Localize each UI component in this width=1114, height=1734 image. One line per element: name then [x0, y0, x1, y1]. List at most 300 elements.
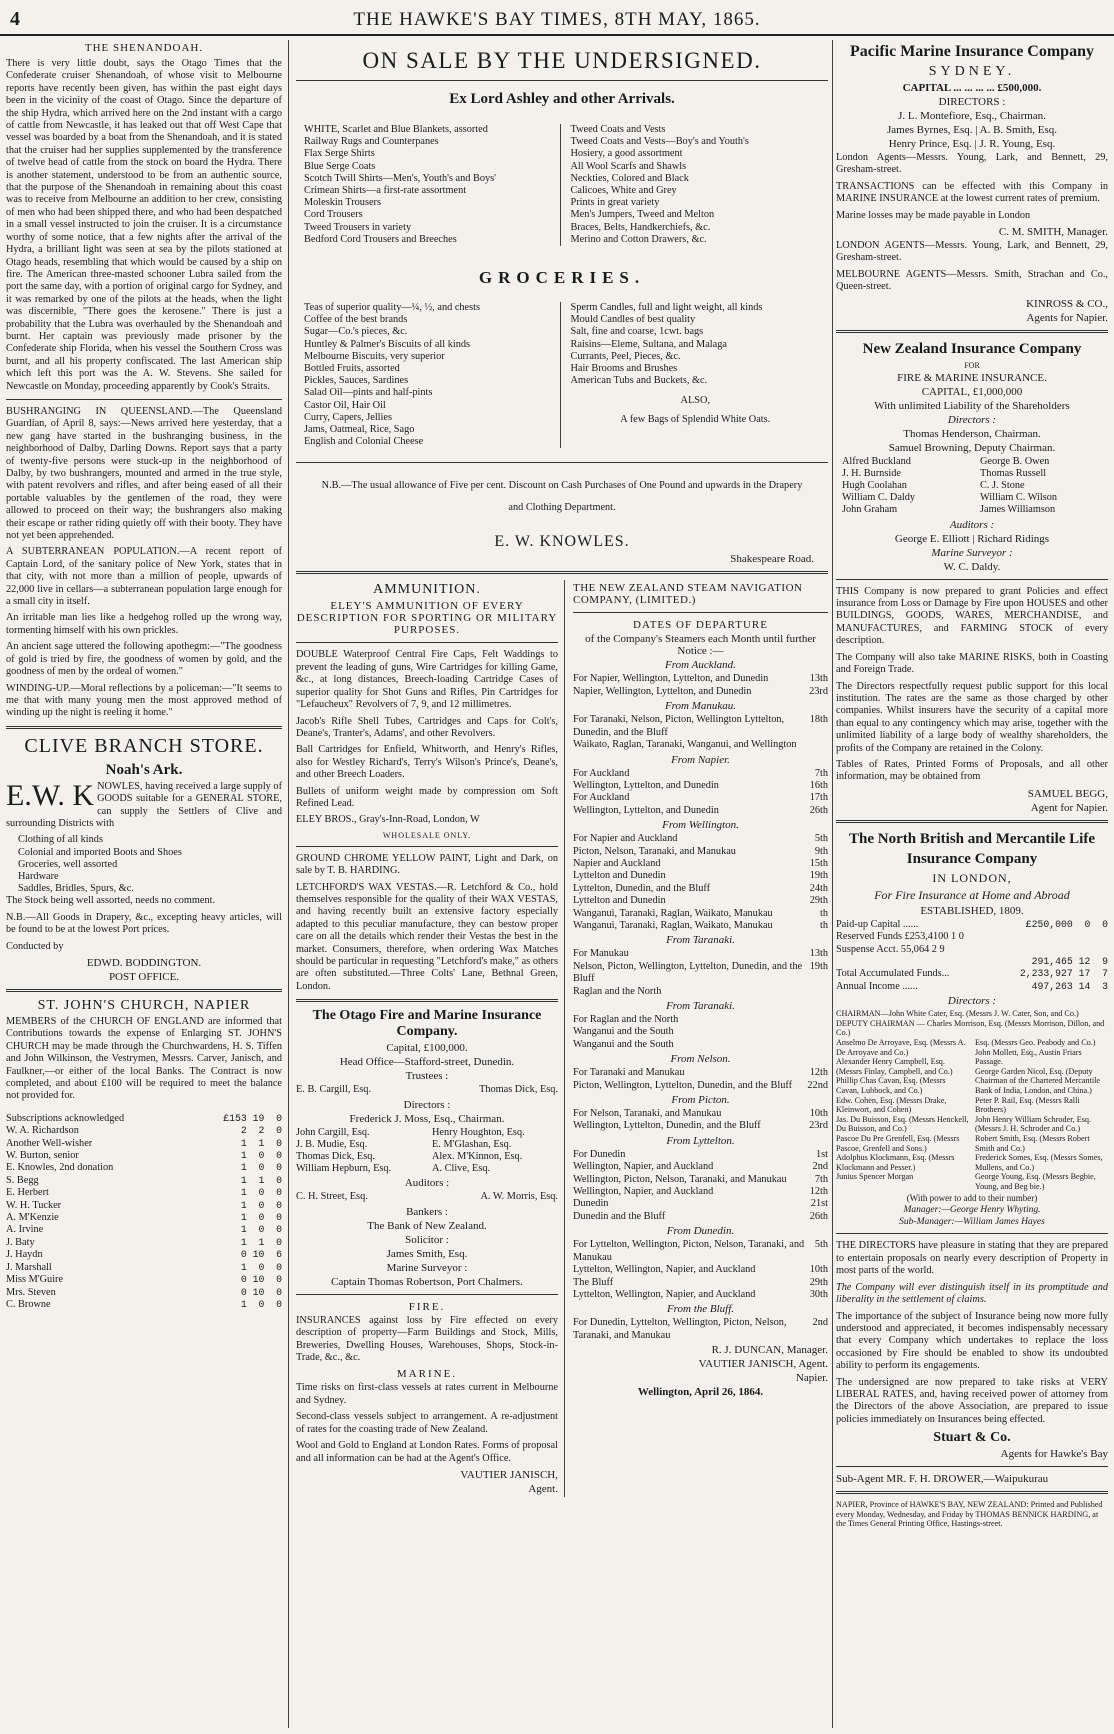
center-lower: [296, 580, 828, 1496]
nz-deputy: Samuel Browning, Deputy Chairman.: [888, 441, 1056, 454]
list-item: Reserved Funds £253,4100 1 0: [836, 931, 964, 943]
marine-p1: Time risks on first-class vessels at rates current in Melbourne and Sydney.: [296, 1382, 558, 1406]
ammunition-p1: DOUBLE Waterproof Central Fire Caps, Felt Waddings to prevent the leading of guns, Wire Cartridges for killing Game, &c., at long distances, Breech-loading Cartridge Cases of superior quality for Shot Guns and Rifles, Pin Cartridges for "Lefaucheux" Revolvers of 7, 9, and 12 millimetres.: [296, 649, 558, 711]
route-origin: From Dunedin.: [666, 1225, 735, 1238]
pacific-kinross: KINROSS & CO.,: [1026, 297, 1108, 310]
route-day: 7th: [814, 1173, 828, 1185]
list-item: Calicoes, White and Grey: [570, 185, 677, 197]
list-item: Castor Oil, Hair Oil: [304, 399, 386, 411]
auditors-row: C. H. Street, Esq. A. W. Morris, Esq.: [296, 1191, 558, 1203]
route-destination: For Dunedin, Lyttelton, Wellington, Picton, Nelson, Taranaki, and Manukau: [573, 1317, 787, 1341]
list-item: All Wool Scarfs and Shawls: [570, 160, 687, 172]
route-line: [573, 805, 828, 817]
route-line: [573, 768, 828, 780]
article-sage: An ancient sage uttered the following apothegm:—"The goodness of gold is tried by fire, the goodness of women by gold, and the goodness of men by the ordeal of women.": [6, 641, 282, 678]
nz-surveyor-label: Marine Surveyor :: [931, 546, 1013, 559]
route-destination: For Napier, Wellington, Lyttelton, and Dunedin: [573, 673, 769, 685]
list-item: S. Begg 1 1 0: [6, 1174, 282, 1186]
article-subterranean: A SUBTERRANEAN POPULATION.—A recent report of Captain Lord, of the sanitary police of New York, states that in that city, with not more than a million of people, upwards of 22,000 live in cellars—a subterranean population large enough for a small city in itself.: [6, 546, 282, 608]
list-item: English and Colonial Cheese: [304, 436, 424, 448]
groceries-left: [304, 302, 561, 448]
route-day: 12th: [809, 1186, 828, 1198]
ex-lord-ashley: Ex Lord Ashley and other Arrivals.: [449, 91, 675, 107]
route-destination: Dunedin and the Bluff: [573, 1210, 666, 1222]
route-line: [573, 1277, 828, 1289]
route-line: [573, 948, 828, 960]
list-item: Pascoe Du Pre Grenfell, Esq. (Messrs Pascoe, Grenfell and Sons.): [836, 1133, 960, 1153]
list-item: W. H. Tucker 1 0 0: [6, 1199, 282, 1211]
on-sale-title: ON SALE BY THE UNDERSIGNED.: [362, 48, 762, 73]
divider: [573, 612, 828, 613]
list-item: C. Browne 1 0 0: [6, 1298, 282, 1310]
sub-agent: Sub-Agent MR. F. H. DROWER,—Waipukurau: [836, 1473, 1049, 1486]
divider: [836, 1491, 1108, 1494]
ammunition-p2: Jacob's Rifle Shell Tubes, Cartridges and Caps for Colt's, Deane's, Tranter's, Adams', and other Revolvers.: [296, 715, 558, 739]
route-line: [573, 1198, 828, 1210]
nb-chairman: CHAIRMAN—John White Cater, Esq. (Messrs J. W. Cater, Son, and Co.): [836, 1009, 1079, 1019]
route-destination: For Manukau: [573, 948, 629, 960]
route-line: [573, 870, 828, 882]
post-office: POST OFFICE.: [108, 970, 180, 983]
clive-store-conducted: Conducted by: [6, 940, 64, 952]
route-line: [573, 792, 828, 804]
nz-directors-label: Directors :: [947, 413, 997, 426]
divider: [6, 989, 282, 992]
route-origin: From Taranaki.: [666, 1000, 735, 1012]
surveyor: Captain Thomas Robertson, Port Chalmers.: [331, 1275, 523, 1288]
list-item: Suspense Acct. 55,064 2 9: [836, 943, 945, 955]
nzsn-place: Napier.: [795, 1372, 828, 1385]
route-destination: Wellington, Picton, Nelson, Taranaki, and Manukau: [573, 1173, 787, 1185]
route-day: 7th: [814, 767, 828, 779]
list-item: A. Irvine 1 0 0: [6, 1224, 282, 1236]
nb-p4: The undersigned are now prepared to take risks at VERY LIBERAL RATES, and, having received power of attorney from the Directors of the above Association, are prepared to issue policies immediately on Insurances being effected.: [836, 1376, 1108, 1425]
clive-store-nb: N.B.—All Goods in Drapery, &c., excepting heavy articles, will be found to be at the lowest Port prices.: [6, 911, 282, 936]
stuart-role: Agents for Hawke's Bay: [1000, 1448, 1108, 1461]
list-item: E. Herbert 1 0 0: [6, 1187, 282, 1199]
pacific-agents-london: LONDON AGENTS—Messrs. Young, Lark, and Bennett, 29, Gresham-street.: [836, 240, 1108, 264]
stjohn-body: MEMBERS of the CHURCH OF ENGLAND are informed that Contributions towards the expense of Enlarging ST. JOHN'S CHURCH may be made through the Churchwardens, H. S. Tiffen and John Wilkinson, the Vestrymen, Messrs. Carver, Janisch, and Faulkner,—or either of the local Banks. The Contract is now completed, and about £100 will be required to meet the balance not provided for.: [6, 1015, 282, 1102]
nb-london: IN LONDON,: [932, 870, 1012, 885]
list-item: Hosiery, a good assortment: [570, 148, 683, 160]
clive-store-title: CLIVE BRANCH STORE.: [24, 734, 264, 757]
pacific-losses: Marine losses may be made payable in London: [836, 209, 1031, 221]
route-origin: From Lyttelton.: [666, 1134, 735, 1147]
pacific-capital: CAPITAL ... ... ... ... £500,000.: [902, 82, 1042, 94]
list-item: George Garden Nicol, Esq. (Deputy Chairman of the Chartered Mercantile Bank of India, London, and China.): [975, 1066, 1101, 1095]
route-group: [573, 1014, 828, 1051]
route-line: [573, 1174, 828, 1186]
route-line: [573, 1026, 828, 1038]
route-origin: From Wellington.: [662, 819, 739, 832]
route-group: [573, 768, 828, 818]
route-day: 9th: [814, 845, 828, 857]
route-day: th: [819, 919, 828, 931]
directors-label: Directors :: [403, 1098, 451, 1111]
route-day: 18th: [809, 714, 828, 726]
route-line: [573, 1289, 828, 1301]
pacific-director: James Byrnes, Esq. | A. B. Smith, Esq.: [887, 124, 1057, 136]
route-day: 26th: [809, 1210, 828, 1222]
list-item: Neckties, Colored and Black: [570, 172, 689, 184]
route-day: 1st: [815, 1148, 828, 1160]
ammunition-address: ELEY BROS., Gray's-Inn-Road, London, W: [296, 814, 480, 826]
list-item: Cord Trousers: [304, 209, 363, 221]
route-destination: Wellington, Lyttelton, and Dunedin: [573, 804, 719, 816]
route-destination: For Auckland: [573, 767, 630, 779]
route-group: [573, 1239, 828, 1301]
nz-chair: Thomas Henderson, Chairman.: [903, 427, 1041, 440]
route-destination: Lyttelton and Dunedin: [573, 870, 666, 882]
route-origin: From Nelson.: [670, 1053, 731, 1066]
marine-agent: Agent.: [528, 1482, 558, 1495]
nz-liability: With unlimited Liability of the Shareholders: [874, 399, 1070, 412]
list-item: John Cargill, Esq.: [296, 1126, 370, 1138]
list-item: Jas. Du Buisson, Esq. (Messrs Henckell, Du Buisson, and Co.): [836, 1114, 969, 1134]
otago-title: The Otago Fire and Marine Insurance Company.: [312, 1008, 542, 1040]
route-day: 2nd: [812, 1317, 828, 1329]
route-origin: From Auckland.: [665, 659, 736, 672]
nb-deputy: DEPUTY CHAIRMAN — Charles Morrison, Esq. (Messrs Morrison, Dillon, and Co.): [836, 1018, 1105, 1038]
masthead: [0, 4, 1114, 36]
route-origin: From Napier.: [671, 753, 730, 766]
route-destination: Waikato, Raglan, Taranaki, Wanganui, and Wellington: [573, 739, 797, 751]
route-line: [573, 858, 828, 870]
list-item: Paid-up Capital ...... £250,000 0 0: [836, 918, 1108, 930]
knowles-address: Shakespeare Road.: [730, 553, 814, 566]
route-destination: Wanganui and the South: [573, 1038, 674, 1050]
nzsn-intro: of the Company's Steamers each Month until further Notice :—: [585, 633, 816, 658]
route-day: 13th: [809, 673, 828, 685]
list-item: James Williamson: [980, 504, 1056, 516]
list-item: Subscriptions acknowledged £153 19 0: [6, 1112, 282, 1124]
route-line: [573, 908, 828, 920]
trustees-row: E. B. Cargill, Esq. Thomas Dick, Esq.: [296, 1084, 558, 1096]
route-day: 5th: [814, 833, 828, 845]
clive-store-stock: The Stock being well assorted, needs no comment.: [6, 895, 216, 907]
chrome-paint-ad: GROUND CHROME YELLOW PAINT, Light and Dark, on sale by T. B. HARDING.: [296, 852, 558, 877]
list-item: George Young, Esq. (Messrs Begbie, Young, and Beg bie.): [975, 1172, 1096, 1191]
list-item: Teas of superior quality—¼, ½, and chests: [304, 302, 481, 314]
list-item: Melbourne Biscuits, very superior: [304, 350, 445, 362]
list-item: William C. Daldy: [842, 492, 916, 504]
route-destination: Picton, Wellington, Lyttelton, Dunedin, and the Bluff: [573, 1079, 793, 1091]
list-item: American Tubs and Buckets, &c.: [570, 375, 708, 387]
list-item: William C. Wilson: [980, 492, 1058, 504]
otago-office: Head Office—Stafford-street, Dunedin.: [339, 1056, 515, 1069]
route-day: 19th: [809, 870, 828, 882]
route-day: 29th: [809, 895, 828, 907]
route-group: [573, 673, 828, 698]
list-item: Bedford Cord Trousers and Breeches: [304, 233, 457, 245]
list-item: Salad Oil—pints and half-pints: [304, 387, 433, 399]
route-destination: Picton, Nelson, Taranaki, and Manukau: [573, 845, 736, 857]
list-item: J. Haydn 0 10 6: [6, 1249, 282, 1261]
marine-signer: VAUTIER JANISCH,: [460, 1468, 558, 1481]
bankers: The Bank of New Zealand.: [367, 1219, 487, 1232]
list-item: Railway Rugs and Counterpanes: [304, 136, 439, 148]
column-center: [296, 40, 828, 1728]
bankers-label: Bankers :: [406, 1205, 448, 1218]
route-destination: Lyttelton, Wellington, Napier, and Auckland: [573, 1288, 756, 1300]
list-item: Bottled Fruits, assorted: [304, 363, 400, 375]
route-line: [573, 673, 828, 685]
list-item: George B. Owen: [980, 455, 1050, 467]
list-item: Moleskin Trousers: [304, 197, 381, 209]
nb-directors-label: Directors :: [947, 995, 997, 1008]
list-item: Frederick Somes, Esq. (Messrs Somes, Mullens, and Co.): [975, 1153, 1103, 1172]
list-item: W. A. Richardson 2 2 0: [6, 1125, 282, 1137]
list-item: Another Well-wisher 1 1 0: [6, 1137, 282, 1149]
article-winding: WINDING-UP.—Moral reflections by a policeman:—"It seems to me that with many young men the most approved method of winding up the night is reeling it home.": [6, 682, 282, 719]
route-line: [573, 1239, 828, 1264]
list-item: C. J. Stone: [980, 480, 1025, 492]
list-item: Crimean Shirts—a first-rate assortment: [304, 185, 467, 197]
route-origin: From Taranaki.: [666, 934, 735, 947]
list-item: Blue Serge Coats: [304, 160, 376, 172]
route-day: 2nd: [812, 1161, 828, 1173]
route-destination: Nelson, Picton, Wellington, Lyttelton, Dunedin, and the Bluff: [573, 960, 803, 985]
list-item: Alfred Buckland: [842, 455, 911, 467]
list-item: Alexander Henry Campbell, Esq. (Messrs Finlay, Campbell, and Co.): [836, 1057, 953, 1076]
list-item: Clothing of all kinds: [18, 834, 103, 846]
route-day: 12th: [809, 1067, 828, 1079]
list-item: Huntley & Palmer's Biscuits of all kinds: [304, 338, 471, 350]
nz-p2: The Company will also take MARINE RISKS, both in Coasting and Foreign Trade.: [836, 651, 1108, 676]
nz-fire: FIRE & MARINE INSURANCE.: [897, 371, 1047, 384]
list-item: Currants, Peel, Pieces, &c.: [570, 350, 681, 362]
directors-chair: Frederick J. Moss, Esq., Chairman.: [349, 1112, 505, 1125]
list-item: John Mollett, Esq., Austin Friars Passage.: [975, 1047, 1082, 1067]
nzsn-date: Wellington, April 26, 1864.: [637, 1386, 764, 1399]
nz-for: FOR: [964, 360, 980, 370]
pacific-director: Henry Prince, Esq. | J. R. Young, Esq.: [888, 138, 1056, 150]
list-item: Edw. Cohen, Esq. (Messrs Drake, Kleinwort, and Cohen): [836, 1095, 947, 1115]
pacific-city: SYDNEY.: [928, 64, 1016, 79]
route-destination: For Napier and Auckland: [573, 833, 678, 845]
clive-store-body: NOWLES, having received a large supply of GOODS suitable for a GENERAL STORE, can supply the Settlers of Clive and surrounding Districts with: [6, 780, 282, 829]
list-item: Henry Houghton, Esq.: [432, 1126, 525, 1138]
route-destination: Raglan and the North: [573, 985, 662, 997]
route-destination: Dunedin: [573, 1198, 609, 1210]
route-day: 29th: [809, 1276, 828, 1288]
pacific-napier: Agents for Napier.: [1026, 311, 1108, 324]
route-destination: Lyttelton, Wellington, Napier, and Auckland: [573, 1264, 756, 1276]
route-line: [573, 714, 828, 739]
divider: [296, 846, 558, 847]
list-item: Jams, Oatmeal, Rice, Sago: [304, 424, 415, 436]
route-day: 19th: [809, 960, 828, 972]
solicitor-label: Solicitor :: [405, 1233, 449, 1246]
list-item: W. Burton, senior 1 0 0: [6, 1150, 282, 1162]
route-line: [573, 961, 828, 986]
nb-p2: The Company will ever distinguish itself in its promptitude and liberality in the settlement of claims.: [836, 1281, 1108, 1306]
list-item: Tweed Coats and Vests: [570, 124, 666, 135]
knowles-name: E. W. KNOWLES.: [494, 533, 630, 551]
divider: [836, 330, 1108, 333]
list-item: Sperm Candles, full and light weight, all kinds: [570, 302, 763, 314]
route-destination: For Taranaki, Nelson, Picton, Wellington Lyttelton, Dunedin, and the Bluff: [573, 714, 785, 738]
nb-directors: [836, 1038, 1108, 1192]
route-destination: Wanganui, Taranaki, Raglan, Waikato, Manukau: [573, 907, 773, 919]
list-item: Adolphus Klockmann, Esq. (Messrs Klockmann and Pesser.): [836, 1153, 955, 1172]
page-title: THE HAWKE'S BAY TIMES, 8TH MAY, 1865.: [353, 9, 761, 30]
pacific-title: Pacific Marine Insurance Company: [850, 43, 1094, 60]
route-day: 23rd: [809, 685, 828, 697]
route-destination: For Dunedin: [573, 1148, 626, 1160]
list-item: Pickles, Sauces, Sardines: [304, 375, 409, 387]
center-lower-right: [573, 580, 828, 1496]
nz-p3: The Directors respectfully request public support for this local institution. The rates are the same as those charged by other companies. Whilst insurers have the security of a capital more than equal to any contingency which may arise, together with the unlimited liability of a large body of wealthy shareholders, the profits of the Company are retained in the Colony.: [836, 680, 1108, 754]
drapery-list: [296, 124, 828, 246]
list-item: Raisins—Eleme, Sultana, and Malaga: [570, 338, 727, 350]
nb-for: For Fire Insurance at Home and Abroad: [874, 887, 1070, 902]
route-day: th: [819, 907, 828, 919]
route-line: [573, 1120, 828, 1132]
route-destination: Wellington, Lyttelton, Dunedin, and the Bluff: [573, 1120, 761, 1132]
route-line: [573, 1149, 828, 1161]
nb-power: (With power to add to their number): [906, 1193, 1038, 1204]
route-day: 5th: [814, 1239, 828, 1251]
route-line: [573, 920, 828, 932]
ammunition-p3: Ball Cartridges for Enfield, Whitworth, and Henry's Rifles, also for Westley Richard's, Terry's Wilson's Prince's, Deane's, and other Breech Loaders.: [296, 744, 558, 781]
also-label: ALSO,: [680, 395, 710, 407]
list-item: Salt, fine and coarse, 1cwt. bags: [570, 326, 704, 338]
list-item: J. Marshall 1 0 0: [6, 1261, 282, 1273]
divider: [296, 999, 558, 1002]
list-item: Tweed Trousers in variety: [304, 221, 412, 233]
otago-capital: Capital, £100,000.: [386, 1042, 468, 1055]
route-origin: From Picton.: [671, 1094, 730, 1107]
column-divider: [832, 40, 833, 1728]
route-line: [573, 1014, 828, 1026]
route-day: 21st: [810, 1198, 828, 1210]
list-item: Alex. M'Kinnon, Esq.: [432, 1151, 523, 1163]
divider: [836, 579, 1108, 580]
list-item: Mrs. Steven 0 10 0: [6, 1286, 282, 1298]
route-day: 17th: [809, 792, 828, 804]
pacific-chair: J. L. Montefiore, Esq., Chairman.: [898, 110, 1046, 122]
divider: [836, 1466, 1108, 1467]
route-line: [573, 686, 828, 698]
route-destination: Lyttelton and Dunedin: [573, 895, 666, 907]
route-day: 10th: [809, 1264, 828, 1276]
route-destination: Wanganui and the South: [573, 1026, 674, 1038]
column-divider: [288, 40, 289, 1728]
stuart-co: Stuart & Co.: [933, 1430, 1011, 1446]
center-lower-left: [296, 580, 565, 1496]
nzsn-title: THE NEW ZEALAND STEAM NAVIGATION COMPANY, (LIMITED.): [573, 582, 803, 607]
article-body: There is very little doubt, says the Otago Times that the Confederate cruiser Shenandoah, of whose visit to Melbourne reports have recently been given, has within the past eight days been in the vicinity of the coast of Otago. Since the departure of the ship Hydra, which arrived here on the 2nd instant with a cargo of cattle from Newcastle, it has leaked out that off West Cape that vessel was boarded by a boat from the Shenandoah, and it is stated that the cruiser had her supplies supplemented by the transference of twelve head of cattle from the stock on board the Hydra. There is another statement, understood to be from an authentic source, that the purpose of the Shenandoah in remaining about this coast was to receive from Melbourne an addition to her crew, consisting of men who had been shipped there, and who had been despatched in a small vessel instructed to join the cruiser. It is a circumstance worthy of some notice, that a few nights after the arrival of the Hydra, a brilliant light was seen at sea by the pilots stationed at Otago heads, resembling that which would be caused by a ship on fire. The American three-masted schooner Lubra sailed from the port the same day, with a portion of original cargo for Sydney, and it was remarked by one of the pilots at the heads, when the light was discernible, "There goes the kerosene." There is just a probability that the Lubra was overhauled by the Shenandoah and burnt. Her captain was previously made prisoner by the Confederate ship Florida, when his vessel the Southern Cross was burnt, and all his property confiscated. The last American ship which left this port was the A. W. Stevens. She sailed for Newcastle on Monday, proceeding apparently by Cook's Straits.: [6, 58, 282, 392]
pacific-transactions: TRANSACTIONS can be effected with this Company in MARINE INSURANCE at the lowest current rates of premium.: [836, 180, 1108, 205]
ammunition-title: AMMUNITION.: [373, 582, 481, 598]
list-item: Prints in great variety: [570, 197, 660, 209]
wholesale-only: WHOLESALE ONLY.: [382, 830, 472, 840]
divider: [6, 726, 282, 729]
list-item: Phillip Chas Cavan, Esq. (Messrs Cavan, Lubbock, and Co.): [836, 1076, 946, 1095]
route-line: [573, 1067, 828, 1079]
nz-directors: [836, 456, 1108, 517]
drapery-right: [571, 124, 821, 246]
route-group: [573, 1149, 828, 1223]
route-origin: From Manukau.: [664, 700, 737, 713]
list-item: Groceries, well assorted: [18, 858, 118, 870]
discount-note: N.B.—The usual allowance of Five per cent. Discount on Cash Purchases of One Pound and upwards in the Drapery and Clothing Department.: [321, 480, 803, 514]
route-destination: Napier and Auckland: [573, 857, 661, 869]
list-item: Tweed Coats and Vests—Boy's and Youth's: [570, 136, 749, 148]
divider: [296, 462, 828, 463]
list-item: J. Baty 1 1 0: [6, 1236, 282, 1248]
route-destination: Wellington, Napier, and Auckland: [573, 1161, 714, 1173]
dropcap: E.W. K: [6, 778, 95, 812]
list-item: J. B. Mudie, Esq.: [296, 1138, 368, 1150]
marine-p2: Second-class vessels subject to arrangement. A re-adjustment of rates for the coasting trade of New Zealand.: [296, 1411, 558, 1435]
route-line: [573, 883, 828, 895]
nz-agent: SAMUEL BEGG,: [1027, 787, 1108, 800]
list-item: Thomas Russell: [980, 467, 1047, 479]
article-bushranging: BUSHRANGING IN QUEENSLAND.—The Queensland Guardian, of April 8, says:—News arrived here yesterday, that a new gang have started in the bushranging business, in the neighborhood of Dalby, Darling Downs. Report says that a party of twenty-five persons were stuck-up in the neighborhood of Dalby, by two bushrangers, mounted and armed in the true style, with patent revolvers and rifles, and after being eased of all their portable valuables by the gentlemen of the road, they were allowed to proceed on their way; the bushrangers also making their escape or rather riding quietly off with their booty. They have not yet been apprehended.: [6, 405, 282, 542]
nz-auditors-label: Auditors :: [949, 518, 995, 531]
nz-agent-role: Agent for Napier.: [1030, 801, 1108, 814]
route-group: [573, 714, 828, 751]
list-item: Total Accumulated Funds... 2,233,927 17 7: [836, 968, 1108, 980]
list-item: Saddles, Bridles, Spurs, &c.: [18, 883, 134, 895]
list-item: E. M'Glashan, Esq.: [432, 1138, 512, 1150]
list-item: J. H. Burnside: [842, 467, 901, 479]
divider: [836, 1233, 1108, 1234]
route-destination: The Bluff: [573, 1276, 614, 1288]
nb-p1: THE DIRECTORS have pleasure in stating that they are prepared to entertain proposals on nearly every description of Property in most parts of the world.: [836, 1240, 1108, 1277]
nz-p4: Tables of Rates, Printed Forms of Proposals, and all other information, may be obtained from: [836, 758, 1108, 783]
list-item: 291,465 12 9: [1031, 955, 1108, 967]
clive-store-signer: EDWD. BODDINGTON.: [86, 956, 202, 969]
route-line: [573, 1317, 828, 1342]
drapery-left: [304, 124, 561, 246]
list-item: Hardware: [18, 870, 59, 882]
list-item: Thomas Dick, Esq.: [296, 1151, 375, 1163]
list-item: Merino and Cotton Drawers, &c.: [570, 233, 707, 245]
list-item: Flax Serge Shirts: [304, 148, 375, 160]
list-item: Colonial and imported Boots and Shoes: [18, 846, 182, 858]
fire-body: INSURANCES against loss by Fire effected on every description of property—Farm Buildings and Stock, Mills, Breweries, Dwelling Houses, Warehouses, Shops, Stock-in-Trade, &c., &c.: [296, 1314, 558, 1364]
nz-capital: CAPITAL, £1,000,000: [921, 385, 1023, 398]
article-irritable: An irritable man lies like a hedgehog rolled up the wrong way, tormenting himself with his own prickles.: [6, 612, 282, 636]
ammunition-subtitle: ELEY'S AMMUNITION OF EVERY DESCRIPTION FOR SPORTING OR MILITARY PURPOSES.: [296, 600, 558, 637]
route-destination: Wellington, Napier, and Auckland: [573, 1186, 714, 1198]
divider: [296, 1294, 558, 1295]
nz-insurance-title: New Zealand Insurance Company: [862, 340, 1082, 357]
nzsn-manager: R. J. DUNCAN, Manager.: [711, 1344, 828, 1357]
divider: [296, 571, 828, 574]
route-group: [573, 833, 828, 932]
route-destination: For Raglan and the North: [573, 1014, 679, 1025]
route-day: 13th: [809, 948, 828, 960]
route-line: [573, 1039, 828, 1051]
route-destination: For Nelson, Taranaki, and Manukau: [573, 1108, 722, 1120]
auditors-label: Auditors :: [404, 1177, 450, 1190]
nb-established: ESTABLISHED, 1809.: [920, 904, 1024, 917]
list-item: Hair Brooms and Brushes: [570, 363, 678, 375]
route-origin: From the Bluff.: [666, 1303, 735, 1316]
marine-title: MARINE.: [396, 1368, 458, 1381]
route-destination: For Taranaki and Manukau: [573, 1067, 685, 1079]
column-left: [6, 40, 282, 1728]
list-item: Coffee of the best brands: [304, 314, 408, 326]
divider: [296, 80, 828, 81]
route-day: 23rd: [809, 1120, 828, 1132]
route-line: [573, 1161, 828, 1173]
list-item: A. Clive, Esq.: [432, 1163, 491, 1175]
